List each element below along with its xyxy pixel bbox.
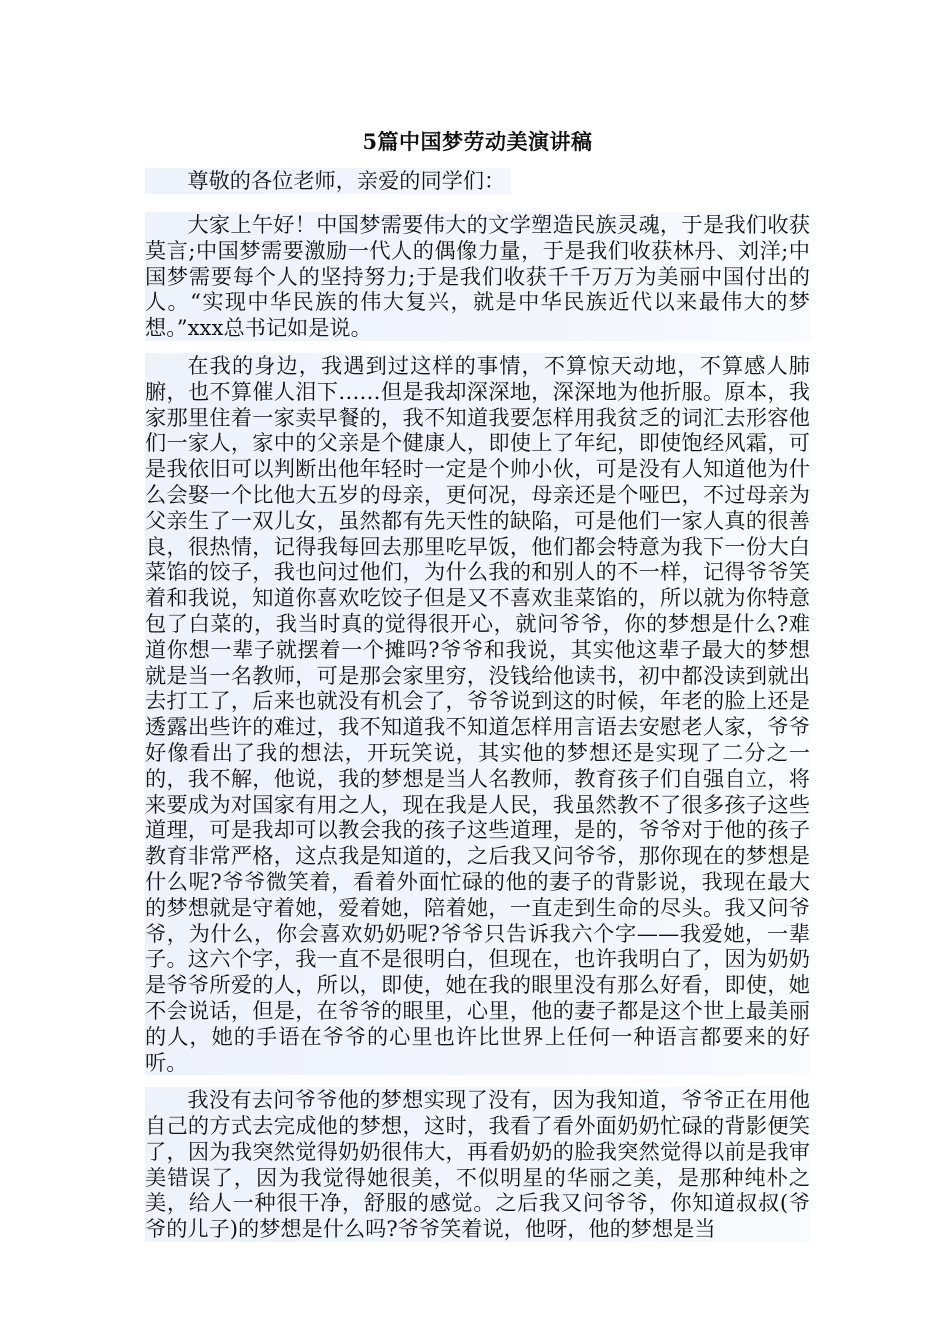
salutation: 尊敬的各位老师，亲爱的同学们： [145, 168, 511, 194]
document-title: 5篇中国梦劳动美演讲稿 [362, 129, 593, 154]
document-page [145, 128, 810, 1254]
salutation-row [145, 168, 810, 208]
paragraph-story: 在我的身边，我遇到过这样的事情，不算惊天动地，不算感人肺腑，也不算催人泪下……但是我却深深地，深深地为他折服。原本，我家那里住着一家卖早餐的，我不知道我要怎样用我贫乏的词汇去形容他们一家人，家中的父亲是个健康人，即使上了年纪，即使饱经风霜，可是我依旧可以判断出他年轻时一定是个帅小伙，可是没有人知道他为什么会娶一个比他大五岁的母亲，更何况，母亲还是个哑巴，不过母亲为父亲生了一双儿女，虽然都有先天性的缺陷，可是他们一家人真的很善良，很热情，记得我每回去那里吃早饭，他们都会特意为我下一份大白菜馅的饺子，我也问过他们，为什么我的和别人的不一样，记得爷爷笑着和我说，知道你喜欢吃饺子但是又不喜欢韭菜馅的，所以就为你特意包了白菜的，我当时真的觉得很开心，就问爷爷，你的梦想是什么?难道你想一辈子就摆着一个摊吗?爷爷和我说，其实他这辈子最大的梦想就是当一名教师，可是那会家里穷，没钱给他读书，初中都没读到就出去打工了，后来也就没有机会了，爷爷说到这的时候，年老的脸上还是透露出些许的难过，我不知道我不知道怎样用言语去安慰老人家，爷爷好像看出了我的想法，开玩笑说，其实他的梦想还是实现了二分之一的，我不解，他说，我的梦想是当人名教师，教育孩子们自强自立，将来要成为对国家有用之人，现在我是人民，我虽然教不了很多孩子这些道理，可是我却可以教会我的孩子这些道理，是的，爷爷对于他的孩子教育非常严格，这点我是知道的，之后我又问爷爷，那你现在的梦想是什么呢?爷爷微笑着，看着外面忙碌的他的妻子的背影说，我现在最大的梦想就是守着她，爱着她，陪着她，一直走到生命的尽头。我又问爷爷，为什么，你会喜欢奶奶呢?爷爷只告诉我六个字——我爱她，一辈子。这六个字，我一直不是很明白，但现在，也许我明白了，因为奶奶是爷爷所爱的人，所以，即使，她在我的眼里没有那么好看，即使，她不会说话，但是，在爷爷的眼里，心里，他的妻子都是这个世上最美丽的人，她的手语在爷爷的心里也许比世界上任何一种语言都要来的好听。 [145, 352, 810, 1075]
paragraph-continuation: 我没有去问爷爷他的梦想实现了没有，因为我知道，爷爷正在用他自己的方式去完成他的梦想，这时，我看了看外面奶奶忙碌的背影便笑了，因为我突然觉得奶奶很伟大，再看奶奶的脸我突然觉得以前是我审美错误了，因为我觉得她很美，不似明星的华丽之美，是那种纯朴之美，给人一种很干净，舒服的感觉。之后我又问爷爷，你知道叔叔(爷爷的儿子)的梦想是什么吗?爷爷笑着说，他呀，他的梦想是当 [145, 1087, 810, 1242]
paragraph-opening: 大家上午好！中国梦需要伟大的文学塑造民族灵魂，于是我们收获莫言;中国梦需要激励一代人的偶像力量，于是我们收获林丹、刘洋;中国梦需要每个人的坚持努力;于是我们收获千千万万为美丽中国付出的人。“实现中华民族的伟大复兴，就是中华民族近代以来最伟大的梦想。”xxx总书记如是说。 [145, 212, 810, 341]
